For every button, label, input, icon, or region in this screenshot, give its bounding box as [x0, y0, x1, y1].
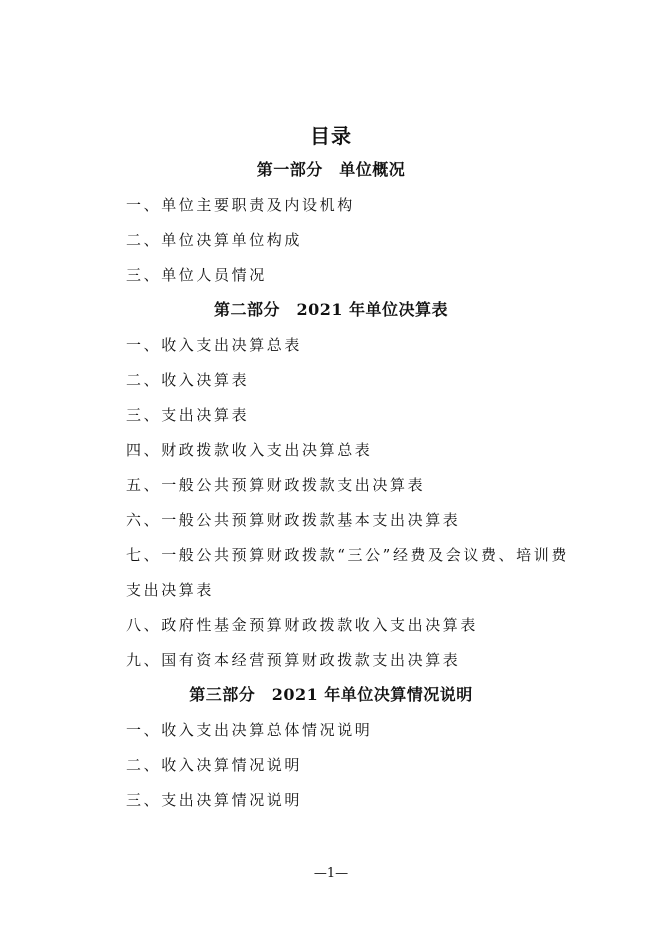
toc-item: 九、国有资本经营预算财政拨款支出决算表 [126, 651, 461, 669]
toc-item: 一、单位主要职责及内设机构 [126, 196, 355, 214]
toc-item: 二、收入决算情况说明 [126, 756, 303, 774]
section-heading-part-1: 第一部分 单位概况 [256, 160, 406, 179]
toc-item-continuation: 支出决算表 [126, 581, 215, 599]
toc-item: 一、收入支出决算总体情况说明 [126, 721, 373, 739]
page-number: —1— [313, 866, 349, 881]
toc-item: 一、收入支出决算总表 [126, 336, 303, 354]
page-title: 目录 [310, 124, 352, 148]
section-heading-part-2: 第二部分 2021 年单位决算表 [213, 300, 449, 319]
section-heading-part-3: 第三部分 2021 年单位决算情况说明 [189, 685, 473, 704]
toc-item: 五、一般公共预算财政拨款支出决算表 [126, 476, 426, 494]
toc-item: 三、支出决算表 [126, 406, 250, 424]
toc-item: 四、财政拨款收入支出决算总表 [126, 441, 373, 459]
toc-item: 八、政府性基金预算财政拨款收入支出决算表 [126, 616, 479, 634]
toc-item: 六、一般公共预算财政拨款基本支出决算表 [126, 511, 461, 529]
toc-item: 二、单位决算单位构成 [126, 231, 303, 249]
toc-item: 三、支出决算情况说明 [126, 791, 303, 809]
toc-item: 七、一般公共预算财政拨款“三公”经费及会议费、培训费 [126, 546, 569, 564]
toc-item: 二、收入决算表 [126, 371, 250, 389]
toc-item: 三、单位人员情况 [126, 266, 267, 284]
